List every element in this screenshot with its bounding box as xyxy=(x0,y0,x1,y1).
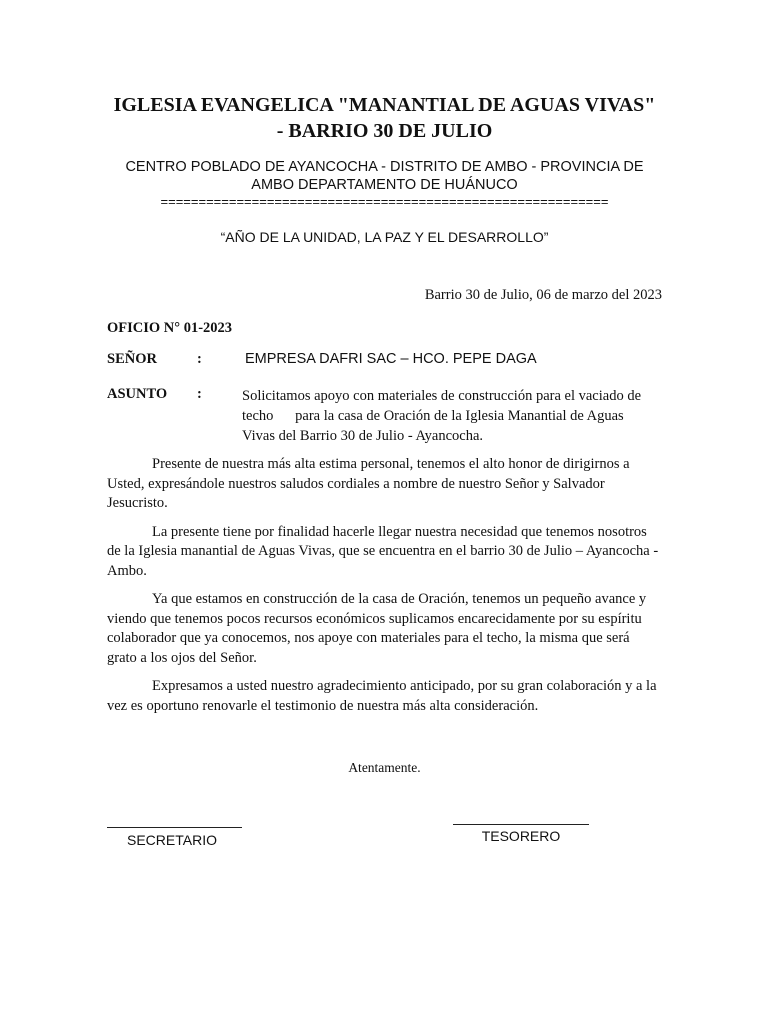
body-paragraph-3: Ya que estamos en construcción de la casa de Oración, tenemos un pequeño avance y viendo que tenemos pocos recursos económicos suplicamos encarecidamente por su espíritu colaborador que ya conocemos, nos apoye con materiales para el techo, la misma que será grato a los ojos del Señor. xyxy=(107,591,647,666)
header-divider: =========================================================== xyxy=(160,195,609,209)
treasurer-signature-line xyxy=(453,824,589,825)
recipient-value: EMPRESA DAFRI SAC – HCO. PEPE DAGA xyxy=(245,351,537,367)
subject-colon: : xyxy=(197,386,202,402)
secretary-signature-block xyxy=(107,827,242,848)
body-paragraph-4: Expresamos a usted nuestro agradecimiento anticipado, por su gran colaboración y a la vez es oportuno renovarle el testimonio de nuestra más alta consideración. xyxy=(107,678,657,714)
date-line: Barrio 30 de Julio, 06 de marzo del 2023 xyxy=(424,287,662,303)
subtitle-line-2: AMBO DEPARTAMENTO DE HUÁNUCO xyxy=(251,177,518,193)
subject-line-3: Vivas del Barrio 30 de Julio - Ayancocha. xyxy=(242,428,484,444)
location-subtitle xyxy=(107,158,662,194)
recipient-row xyxy=(107,351,662,368)
subtitle-line-1: CENTRO POBLADO DE AYANCOCHA - DISTRITO DE AMBO - PROVINCIA DE xyxy=(125,159,644,175)
treasurer-signature-block xyxy=(453,824,589,844)
closing-salutation: Atentamente. xyxy=(348,760,421,775)
year-motto: “AÑO DE LA UNIDAD, LA PAZ Y EL DESARROLLO” xyxy=(220,229,549,245)
subject-value xyxy=(242,386,662,446)
body-paragraph-2: La presente tiene por finalidad hacerle llegar nuestra necesidad que tenemos nosotros de la Iglesia manantial de Aguas Vivas, que se encuentra en el barrio 30 de Julio – Ayancocha -Ambo. xyxy=(107,523,659,579)
title-line-2: - BARRIO 30 DE JULIO xyxy=(276,120,493,142)
recipient-label: SEÑOR xyxy=(107,351,157,367)
document-page xyxy=(107,92,662,776)
treasurer-label: TESORERO xyxy=(481,828,561,844)
oficio-number: OFICIO N° 01-2023 xyxy=(107,320,233,336)
secretary-signature-line xyxy=(107,827,242,828)
body-paragraph-1: Presente de nuestra más alta estima personal, tenemos el alto honor de dirigirnos a Usted, expresándole nuestros saludos cordiales a nombre de nuestro Señor y Salvador Jesucristo. xyxy=(107,456,630,511)
title-line-1: IGLESIA EVANGELICA "MANANTIAL DE AGUAS VIVAS" xyxy=(113,94,656,116)
subject-label: ASUNTO xyxy=(107,386,168,402)
recipient-colon: : xyxy=(197,351,202,367)
subject-line-2: techo para la casa de Oración de la Iglesia Manantial de Aguas xyxy=(242,408,624,424)
church-title xyxy=(107,92,662,144)
subject-line-1: Solicitamos apoyo con materiales de construcción para el vaciado de xyxy=(242,388,642,404)
subject-row xyxy=(107,386,662,446)
secretary-label: SECRETARIO xyxy=(127,832,217,848)
